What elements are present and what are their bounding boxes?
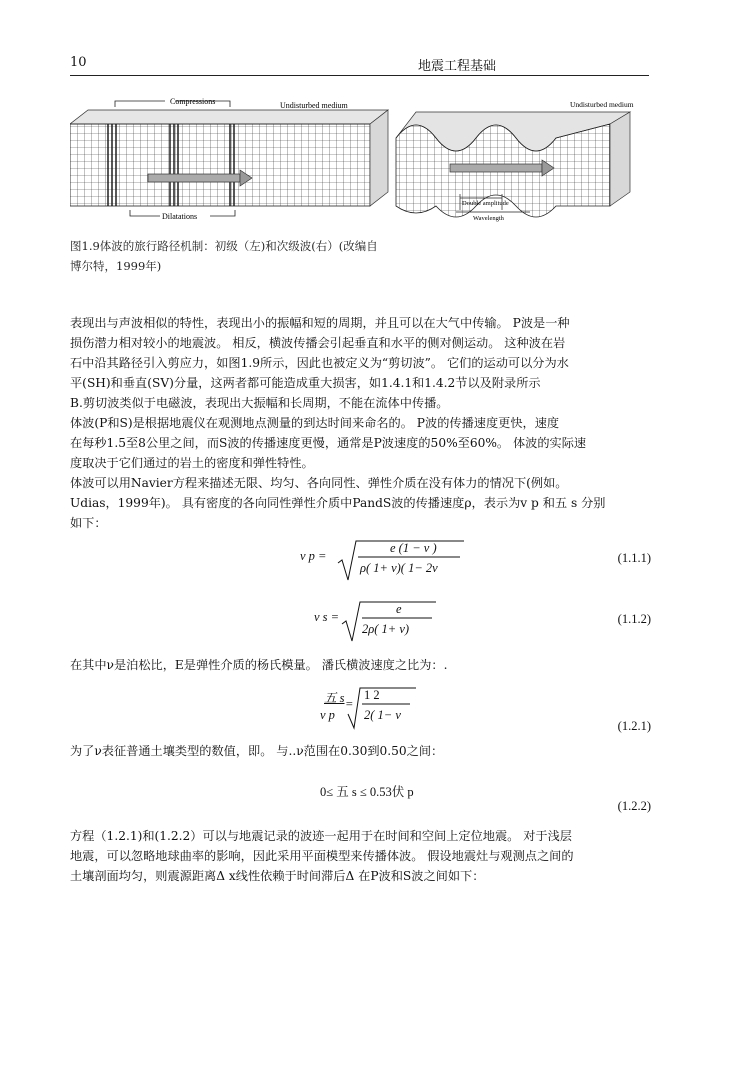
text-line: Udias，1999年)。 具有密度的各向同性弹性介质中PandS波的传播速度ρ，表示为v p 和五 s 分别 [70, 496, 606, 510]
eq1-numerator: e (1 − ν ) [390, 541, 437, 555]
text-line: 石中沿其路径引入剪应力，如图1.9所示，因此也被定义为“剪切波”。 它们的运动可以分为水 [70, 356, 569, 370]
header-rule [70, 75, 649, 76]
text-line: 地震，可以忽略地球曲率的影响，因此采用平面模型来传播体波。 假设地震灶与观测点之间的 [70, 849, 574, 863]
label-compressions: Compressions [170, 98, 216, 106]
label-double-amplitude: Double amplitude [462, 200, 509, 207]
figure-body-waves [70, 98, 650, 238]
equation-1-1-2 [314, 596, 464, 646]
equation-1-2-2: 0≤ 五 s ≤ 0.53伏 p [320, 785, 414, 799]
eq2-lhs: v s = [314, 610, 340, 624]
text-line: 在其中ν是泊松比，E是弹性介质的杨氏模量。 潘氏横波速度之比为：. [70, 658, 448, 672]
text-line: 表现出与声波相似的特性，表现出小的振幅和短的周期，并且可以在大气中传输。 P波是一种 [70, 316, 570, 330]
eq-number: (1.2.2) [617, 799, 651, 813]
eq-number: (1.1.2) [617, 612, 651, 626]
text-line: 土壤剖面均匀，则震源距离Δ x线性依赖于时间滞后Δ 在P波和S波之间如下： [70, 869, 485, 883]
body-text-6 [70, 826, 651, 886]
text-line: 体波(P和S)是根据地震仪在观测地点测量的到达时间来命名的。 P波的传播速度更快，速度 [70, 416, 560, 430]
eq3-equals: = [345, 697, 354, 711]
label-wavelength: Wavelength [473, 215, 504, 222]
eq3-frac-den: v p [320, 708, 335, 722]
eq1-lhs: v p = [300, 549, 327, 563]
eq2-denominator: 2ρ( 1+ ν) [362, 622, 410, 636]
label-dilatations: Dilatations [162, 212, 198, 221]
eq3-rad-num: 1 2 [364, 688, 380, 702]
text-line: 方程（1.2.1)和(1.2.2）可以与地震记录的波迹一起用于在时间和空间上定位地震。 对于浅层 [70, 829, 572, 843]
text-line: 度取决于它们通过的岩土的密度和弹性特性。 [70, 456, 314, 470]
running-title: 地震工程基础 [418, 59, 497, 74]
radical-sign [346, 684, 426, 730]
text-line: 平(SH)和垂直(SV)分量，这两者都可能造成重大损害，如1.4.1和1.4.2节以及附录所示 [70, 376, 541, 390]
text-line: 如下： [70, 516, 107, 530]
eq-number: (1.2.1) [617, 719, 651, 733]
eq2-numerator: e [396, 602, 402, 616]
text-line: 在每秒1.5至8公里之间，而S波的传播速度更慢，通常是P波速度的50%至60%。 体波的实际速 [70, 436, 587, 450]
body-text-1 [70, 313, 651, 533]
body-text-4 [70, 655, 651, 675]
eq1-denominator: ρ( 1+ ν)( 1− 2ν [360, 561, 438, 575]
text-line: 损伤潜力相对较小的地震波。 相反，横波传播会引起垂直和水平的侧对侧运动。 这种波在岩 [70, 336, 566, 350]
text-line: B.剪切波类似于电磁波，表现出大振幅和长周期，不能在流体中传播。 [70, 396, 449, 410]
text-line: 为了ν表征普通土壤类型的数值，即。 与..ν范围在0.30到0.50之间： [70, 744, 444, 758]
figure-caption [70, 236, 390, 276]
equation-1-1-1 [300, 535, 500, 585]
label-undisturbed-right: Undisturbed medium [570, 100, 634, 109]
figure-illustration [70, 98, 650, 238]
equation-1-2-1 [318, 684, 438, 734]
text-line: 体波可以用Navier方程来描述无限、均匀、各向同性、弹性介质在没有体力的情况下(例如。 [70, 476, 568, 490]
p-wave-block [70, 98, 388, 221]
eq3-frac-num: 五 s [324, 691, 345, 705]
eq-number: (1.1.1) [617, 551, 651, 565]
caption-line: 图1.9体波的旅行路径机制：初级（左)和次级波(右）(改编自 [70, 239, 378, 253]
page-number: 10 [70, 55, 87, 70]
eq3-rad-den: 2( 1− ν [364, 708, 401, 722]
s-wave-block [396, 100, 634, 222]
body-text-5 [70, 741, 651, 761]
label-undisturbed-left: Undisturbed medium [280, 101, 348, 110]
caption-line: 博尔特，1999年) [70, 259, 162, 273]
